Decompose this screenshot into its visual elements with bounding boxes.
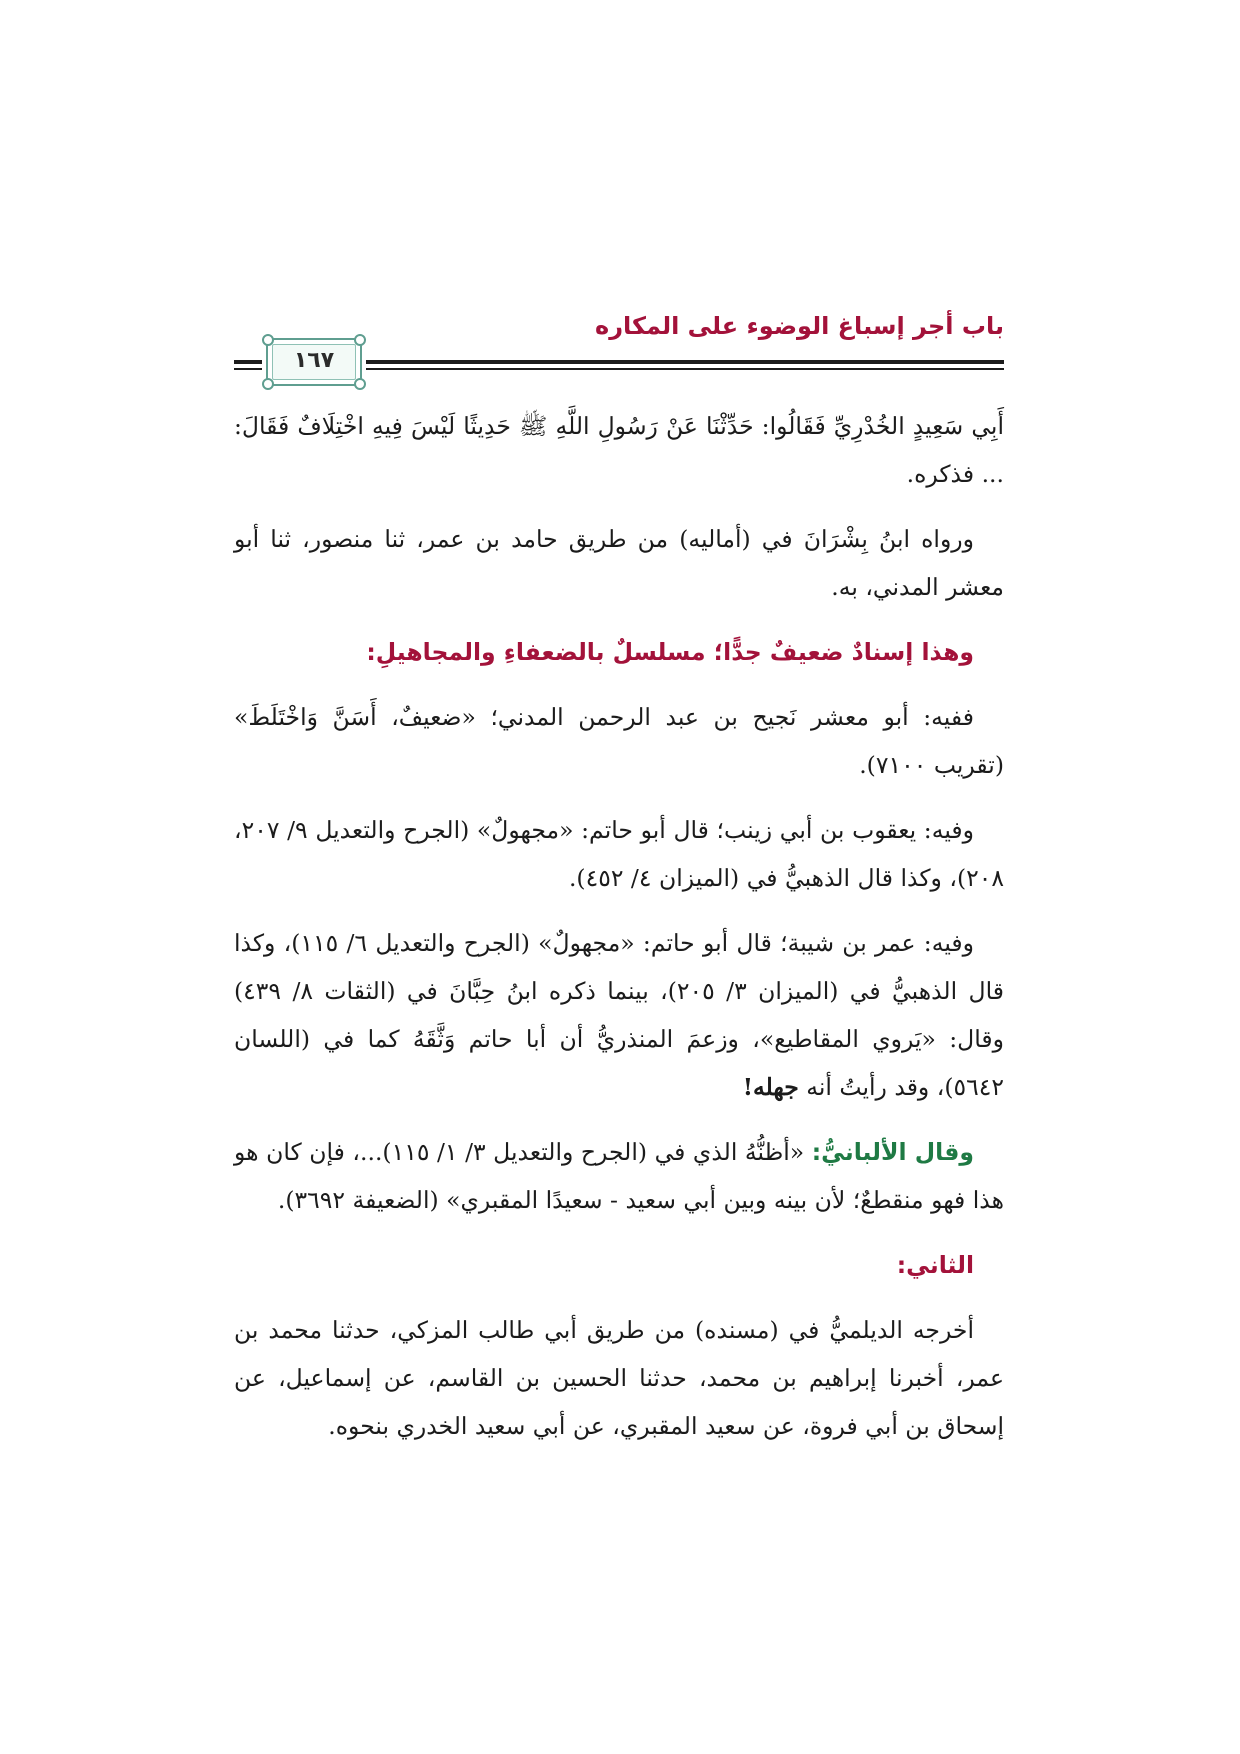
page-body — [234, 402, 1004, 1467]
paragraph-umar-shaybah — [234, 919, 1004, 1111]
frame-ornament — [262, 378, 274, 390]
page-header — [234, 312, 1004, 386]
page-number-frame — [266, 338, 362, 386]
frame-ornament — [354, 334, 366, 346]
paragraph-abu-mashar: ففيه: أبو معشر نَجيح بن عبد الرحمن المدني؛ «ضعيفٌ، أَسَنَّ وَاخْتَلَطَ» (تقريب ٧١٠٠). — [234, 703, 1004, 779]
paragraph-umar-shaybah-text: وفيه: عمر بن شيبة؛ قال أبو حاتم: «مجهولٌ» (الجرح والتعديل ٦/ ١١٥)، وكذا قال الذهبيُّ في (الميزان ٣/ ٢٠٥)، بينما ذكره ابنُ حِبَّانَ في (الثقات ٨/ ٤٣٩) وقال: «يَروي المقاطيع»، وزعمَ المنذريُّ أن أبا حاتم وَثَّقَهُ كما في (اللسان ٥٦٤٢)، وقد رأيتُ أنه — [234, 929, 1004, 1101]
albani-quote: «أظنُّهُ الذي في (الجرح والتعديل ٣/ ١/ ١١٥)...، فإن كان هو هذا فهو منقطعٌ؛ لأن بينه وبين أبي سعيد - سعيدًا المقبري» (الضعيفة ٣٦٩٢). — [234, 1138, 1004, 1214]
paragraph-ibn-bishran: ورواه ابنُ بِشْرَانَ في (أماليه) من طريق حامد بن عمر، ثنا منصور، ثنا أبو معشر المدني، به. — [234, 525, 1004, 601]
albani-label: وقال الألبانيُّ: — [811, 1138, 974, 1166]
paragraph-albani — [234, 1128, 1004, 1224]
paragraph-yaqub: وفيه: يعقوب بن أبي زينب؛ قال أبو حاتم: «مجهولٌ» (الجرح والتعديل ٩/ ٢٠٧، ٢٠٨)، وكذا قال الذهبيُّ في (الميزان ٤/ ٤٥٢). — [234, 816, 1004, 892]
header-rule — [366, 360, 1004, 364]
heading-isnad-weak: وهذا إسنادٌ ضعيفٌ جدًّا؛ مسلسلٌ بالضعفاءِ والمجاهيلِ: — [366, 638, 974, 666]
paragraph-hadith-text: أَبِي سَعِيدٍ الخُدْرِيِّ فَقَالُوا: حَدِّثْنَا عَنْ رَسُولِ اللَّهِ ﷺ حَدِيثًا لَيْسَ فِيهِ اخْتِلَافٌ فَقَالَ: ... فذكره. — [234, 412, 1004, 488]
frame-ornament — [354, 378, 366, 390]
chapter-title: باب أجر إسباغ الوضوء على المكاره — [595, 312, 1004, 340]
header-rule-left-thin — [234, 368, 262, 370]
heading-second: الثاني: — [896, 1251, 974, 1279]
frame-ornament — [262, 334, 274, 346]
paragraph-umar-shaybah-end: جهله! — [742, 1073, 799, 1101]
header-rule-left — [234, 360, 262, 364]
header-rule-thin — [366, 368, 1004, 370]
page-number: ١٦٧ — [293, 348, 335, 373]
paragraph-daylami: أخرجه الديلميُّ في (مسنده) من طريق أبي طالب المزكي، حدثنا محمد بن عمر، أخبرنا إبراهيم بن محمد، حدثنا الحسين بن القاسم، عن إسماعيل، عن إسحاق بن أبي فروة، عن سعيد المقبري، عن أبي سعيد الخدري بنحوه. — [234, 1316, 1004, 1440]
